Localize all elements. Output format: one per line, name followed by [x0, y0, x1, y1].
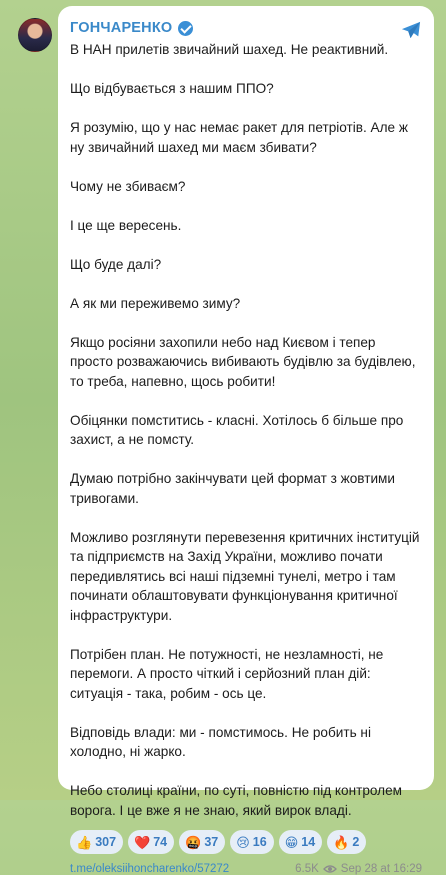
- channel-avatar[interactable]: [18, 18, 52, 52]
- message-meta: [295, 863, 422, 875]
- message-paragraph: Думаю потрібно закінчувати цей формат з жовтими тривогами.: [70, 471, 395, 506]
- share-icon[interactable]: [400, 20, 422, 40]
- heart-icon: ❤️: [134, 834, 151, 850]
- message-header: [70, 16, 422, 40]
- timestamp: Sep 28 at 16:29: [340, 863, 422, 875]
- message-paragraph: Що буде далі?: [70, 256, 162, 272]
- reaction-grin[interactable]: [279, 830, 322, 854]
- message-paragraph: Відповідь влади: ми - помстимось. Не робить ні холодно, ні жарко.: [70, 724, 371, 759]
- grinning-face-icon: 😁: [284, 834, 299, 850]
- reaction-count: 307: [95, 835, 117, 849]
- view-count: 6.5K: [295, 863, 319, 875]
- channel-name[interactable]: ГОНЧАРЕНКО: [70, 20, 173, 36]
- reaction-count: 14: [301, 835, 316, 849]
- message-bubble: [58, 6, 434, 875]
- angry-face-icon: 🤬: [185, 834, 202, 850]
- message-paragraph: Якщо росіяни захопили небо над Києвом і тепер просто розважаючись вибивають будівлю за будівлею, то треба, напевно, щось робити!: [70, 334, 416, 389]
- reaction-fire[interactable]: [327, 830, 366, 854]
- post-link[interactable]: t.me/oleksiihoncharenko/57272: [70, 863, 230, 875]
- reaction-sad[interactable]: [230, 830, 273, 854]
- reaction-heart[interactable]: [128, 830, 174, 854]
- message-paragraph: Обіцянки помститись - класні. Хотілось б більше про захист, а не помсту.: [70, 412, 404, 447]
- message-paragraph: І це ще вересень.: [70, 217, 182, 233]
- crying-face-icon: 😢: [236, 834, 250, 850]
- reactions-bar: [70, 830, 422, 854]
- reaction-count: 74: [153, 835, 168, 849]
- reaction-angry[interactable]: [179, 830, 225, 854]
- message-paragraph: А як ми переживемо зиму?: [70, 295, 241, 311]
- fire-icon: 🔥: [333, 834, 350, 850]
- reaction-count: 37: [204, 835, 219, 849]
- message-paragraph: Я розумію, що у нас немає ракет для петріотів. Але ж ну звичайний шахед ми маєм збивати?: [70, 120, 408, 155]
- reaction-thumbs-up[interactable]: [70, 830, 123, 854]
- reaction-count: 16: [252, 835, 267, 849]
- thumbs-up-icon: 👍: [76, 834, 93, 850]
- message-paragraph: Небо столиці країни, по суті, повністю під контролем ворога. І це вже я не знаю, який вирок владі.: [70, 783, 402, 818]
- message-paragraph: В НАН прилетів звичайний шахед. Не реактивний.: [70, 42, 389, 57]
- message-paragraph: Потрібен план. Не потужності, не незламності, не перемоги. А просто чіткий і серйозний план дій: ситуація - така, робим - ось це.: [70, 646, 384, 701]
- reaction-count: 2: [352, 835, 360, 849]
- message-footer: [70, 863, 422, 875]
- message-paragraph: Чому не збиваєм?: [70, 178, 186, 194]
- message-paragraph: Що відбувається з нашим ППО?: [70, 81, 274, 96]
- verified-badge-icon: [178, 21, 193, 36]
- message-paragraph: Можливо розглянути перевезення критичних інституцій та підприємств на Захід України, можливо почати передивлятись всі наші підземні тунелі, метро і там починати облаштовувати функціонування критичної інфраструктури.: [70, 529, 420, 623]
- eye-icon: [323, 864, 337, 874]
- message-text: [70, 40, 422, 820]
